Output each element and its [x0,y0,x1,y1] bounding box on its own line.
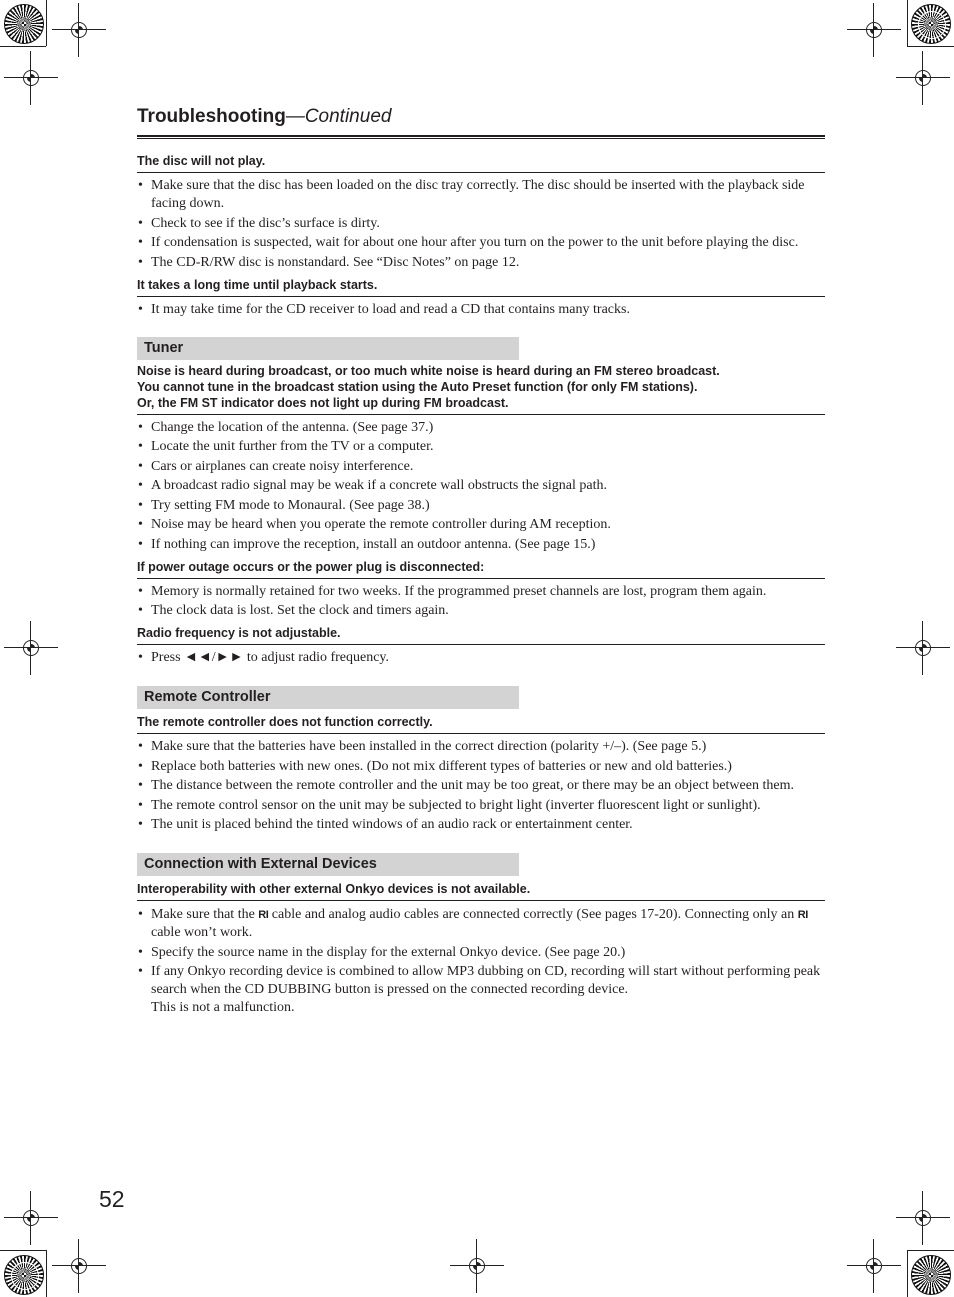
crosshair-mark [861,1253,887,1279]
item-text: This is not a malfunction. [151,1000,295,1015]
list-item: • Locate the unit further from the TV or a computer. [137,438,825,456]
trim-line [907,1250,908,1297]
crosshair-mark [861,17,887,43]
ri-logo-icon: RI [258,909,269,921]
crosshair-mark [18,65,44,91]
list-item: • If condensation is suspected, wait for about one hour after you turn on the power to the unit before playing the disc. [137,234,825,252]
trim-line [46,0,47,46]
question-heading: The remote controller does not function correctly. [137,714,825,734]
crosshair-mark [18,1205,44,1231]
list-item: • The unit is placed behind the tinted windows of an audio rack or entertainment center. [137,816,825,834]
list-item: • The clock data is lost. Set the clock and timers again. [137,602,825,620]
registration-starburst-top-left [4,4,44,44]
crosshair-mark [66,1253,92,1279]
question-heading: If power outage occurs or the power plug is disconnected: [137,559,825,579]
item-text: Make sure that the [151,907,259,922]
crosshair-mark [18,635,44,661]
list-item: • Make sure that the batteries have been installed in the correct direction (polarity +/–). (See page 5.) [137,738,825,756]
question-line: Noise is heard during broadcast, or too much white noise is heard during an FM stereo broadcast. [137,363,720,378]
item-text: cable won’t work. [151,925,253,940]
question-heading: The disc will not play. [137,153,825,173]
crosshair-mark [910,635,936,661]
list-item: • Memory is normally retained for two weeks. If the programmed preset channels are lost, program them again. [137,583,825,601]
trim-line [0,46,46,47]
list-item: • The distance between the remote controller and the unit may be too great, or there may be an object between them. [137,777,825,795]
answer-list [137,583,825,621]
list-item: • Cars or airplanes can create noisy interference. [137,458,825,476]
section-heading-remote-controller: Remote Controller [137,686,519,709]
list-item: • Try setting FM mode to Monaural. (See page 38.) [137,497,825,515]
list-item [137,963,825,1017]
registration-starburst-bottom-left [4,1255,44,1295]
question-heading: Radio frequency is not adjustable. [137,625,825,645]
answer-list [137,177,825,272]
question-heading: It takes a long time until playback starts. [137,277,825,297]
crosshair-mark [910,1205,936,1231]
trim-line [907,46,954,47]
list-item: • Press ◄◄/►► to adjust radio frequency. [137,649,825,667]
list-item: • A broadcast radio signal may be weak if a concrete wall obstructs the signal path. [137,477,825,495]
page-title: Troubleshooting—Continued [137,106,392,127]
item-text: cable and analog audio cables are connected correctly (See pages 17-20). Connecting only an [268,907,798,922]
list-item: • Check to see if the disc’s surface is dirty. [137,215,825,233]
list-item: • Make sure that the disc has been loaded on the disc tray correctly. The disc should be inserted with the playback side facing down. [137,177,825,213]
question-line: Or, the FM ST indicator does not light up during FM broadcast. [137,395,509,410]
title-rule [137,135,825,139]
answer-list [137,906,825,1017]
item-text: If any Onkyo recording device is combined to allow MP3 dubbing on CD, recording will start without performing peak search when the CD DUBBING button is pressed on the connected recording device. [151,964,821,997]
answer-list [137,301,825,319]
crosshair-mark [66,17,92,43]
list-item: • Change the location of the antenna. (See page 37.) [137,419,825,437]
trim-line [0,1250,46,1251]
list-item: • It may take time for the CD receiver to load and read a CD that contains many tracks. [137,301,825,319]
registration-starburst-top-right [911,4,951,44]
section-heading-tuner: Tuner [137,337,519,360]
page-content [137,106,825,1019]
trim-line [46,1250,47,1297]
question-line: You cannot tune in the broadcast station using the Auto Preset function (for only FM stations). [137,379,698,394]
ri-logo-icon: RI [797,909,808,921]
question-heading [137,363,825,415]
answer-list [137,738,825,834]
list-item: • The CD-R/RW disc is nonstandard. See “Disc Notes” on page 12. [137,254,825,272]
section-heading-external-devices: Connection with External Devices [137,853,519,876]
list-item: • Noise may be heard when you operate the remote controller during AM reception. [137,516,825,534]
list-item: • Specify the source name in the display for the external Onkyo device. (See page 20.) [137,944,825,962]
list-item: • Replace both batteries with new ones. (Do not mix different types of batteries or new and old batteries.) [137,758,825,776]
question-heading: Interoperability with other external Onkyo devices is not available. [137,881,825,901]
crosshair-mark [910,65,936,91]
answer-list [137,419,825,554]
trim-line [907,1250,954,1251]
trim-line [907,0,908,46]
list-item: • If nothing can improve the reception, install an outdoor antenna. (See page 15.) [137,536,825,554]
list-item: • The remote control sensor on the unit may be subjected to bright light (inverter fluorescent light or sunlight). [137,797,825,815]
answer-list [137,649,825,667]
crosshair-mark [464,1253,490,1279]
page-number: 52 [99,1186,125,1212]
list-item [137,906,825,942]
registration-starburst-bottom-right [911,1255,951,1295]
